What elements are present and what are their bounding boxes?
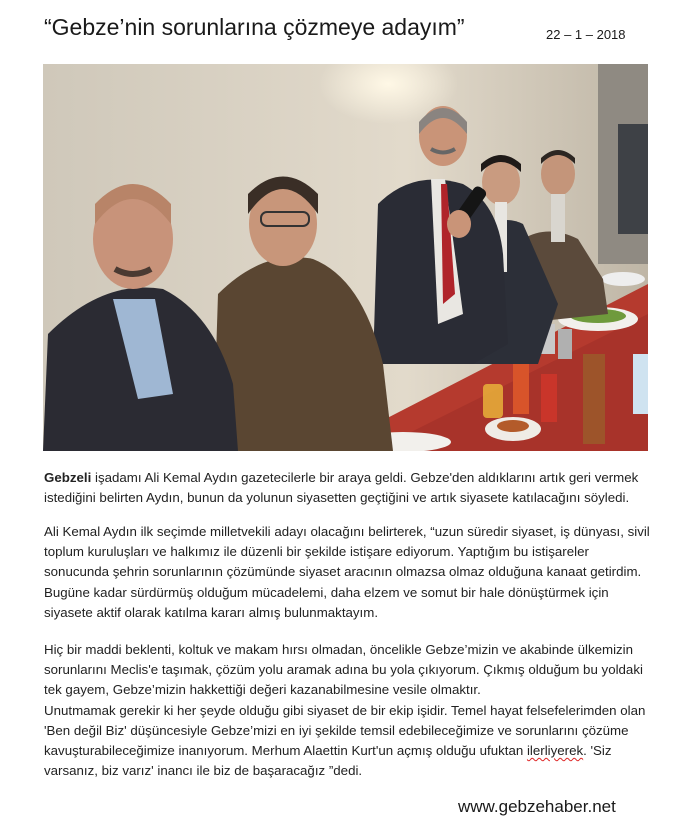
closing-text-1: Hiç bir maddi beklenti, koltuk ve makam hırsı olmadan, öncelikle Gebze’mizin ve akabinde ülkemizin sorunlarını Meclis'e taşımak, çözüm yolu aramak adına bu yola çıkıyorum. Çıkmış olduğum bu yoldaki tek gayem, Gebze’mizin hakkettiği değeri kazanabilmesine vesile olmaktır. xyxy=(44,642,643,698)
quote-text: Ali Kemal Aydın ilk seçimde milletvekili adayı olacağını belirterek, “uzun süredir siyaset, iş dünyası, sivil toplum kuruluşları ve halkımız ile düzenli bir şekilde istişare ediyorum. Yaptığım bu istişareler sonucunda şehrin sorunlarının çözümünde siyaset aracının olmazsa olmaz olduğuna kanaat getirdim. Bugüne kadar sürdürmüş olduğum mücadelemi, daha elzem ve somut bir hale dönüştürmek için siyasete aktif olarak katılma kararı almış bulunmaktayım. xyxy=(44,524,650,620)
paragraph-intro xyxy=(44,468,656,508)
intro-text: işadamı Ali Kemal Aydın gazetecilerle bir araya geldi. Gebze'den aldıklarını artık geri vermek istediğini belirten Aydın, bunun da yolunun siyasetten geçtiğini ve artık siyasete katılacağını söyledi. xyxy=(44,470,639,506)
article-date: 22 – 1 – 2018 xyxy=(546,27,626,42)
news-photo xyxy=(43,64,648,451)
source-site: www.gebzehaber.net xyxy=(458,797,616,816)
page-title: “Gebze’nin sorunlarına çözmeye adayım” xyxy=(44,14,465,40)
closing-text-2-end: . 'Siz varsanız, biz varız' inancı ile biz de başaracağız ”dedi. xyxy=(44,743,612,779)
closing-text-2-body: Unutmamak gerekir ki her şeyde olduğu gibi siyaset de bir ekip işidir. Temel hayat felsefelerimden olan 'Ben değil Biz' düşüncesiyle Gebze’mizi en iyi şekilde temsil edebileceğimize ve sorunlarını çözüme kavuşturabileceğimize inanıyorum. Merhum Alaettin Kurt'un açmış olduğu ufuktan xyxy=(44,702,646,759)
closing-text-2 xyxy=(44,701,656,782)
misspelled-word: ilerliyerek xyxy=(526,743,584,759)
paragraph-closing xyxy=(44,640,656,781)
paragraph-quote xyxy=(44,522,656,623)
lead-word: Gebzeli xyxy=(44,470,92,485)
